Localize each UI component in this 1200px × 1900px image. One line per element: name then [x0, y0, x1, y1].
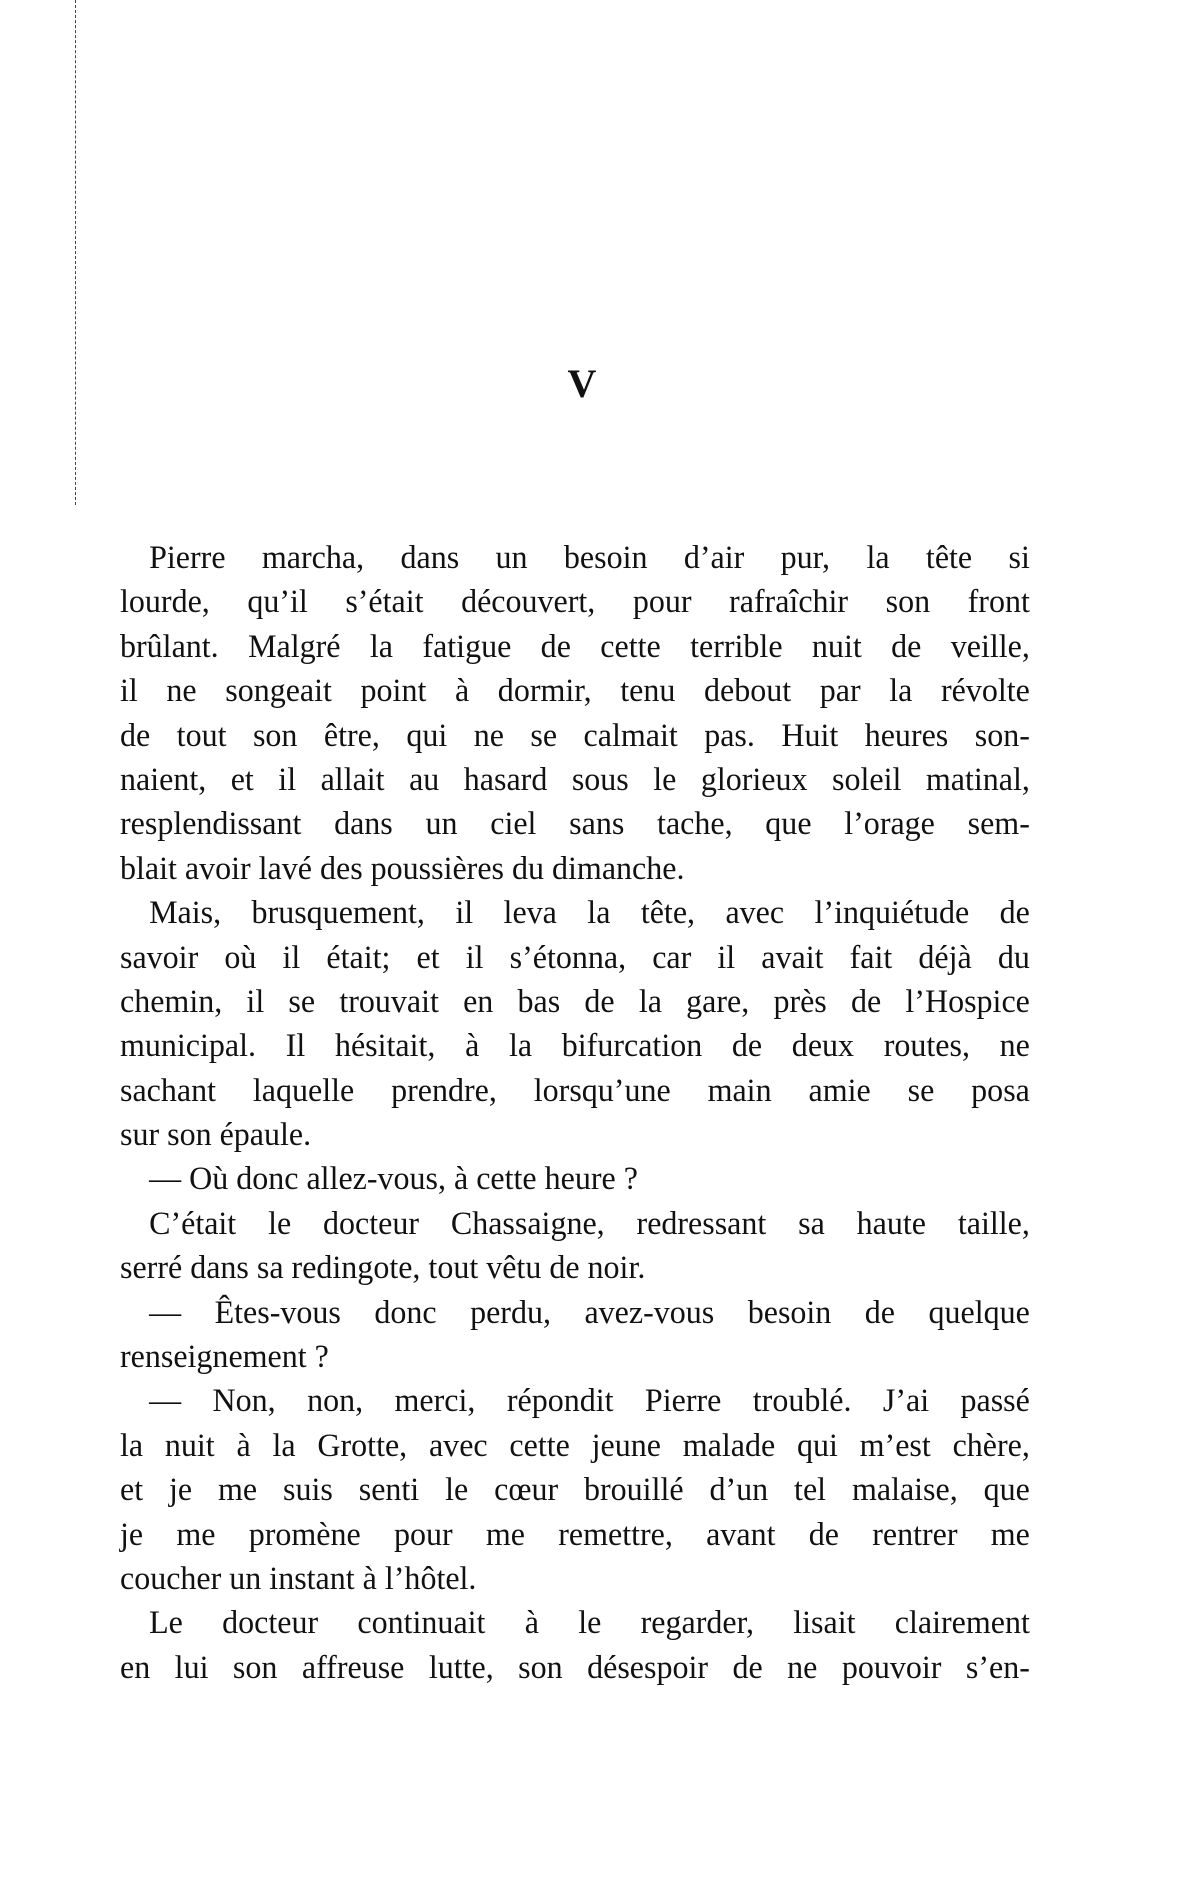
text-line: la nuit à la Grotte, avec cette jeune malade qui m’est chère,: [120, 1427, 1030, 1464]
text-line: municipal. Il hésitait, à la bifurcation de deux routes, ne: [120, 1028, 1030, 1065]
text-line: — Non, non, merci, répondit Pierre troublé. J’ai passé: [149, 1383, 1030, 1420]
text-line: de tout son être, qui ne se calmait pas. Huit heures son-: [120, 717, 1030, 754]
text-line: savoir où il était; et il s’étonna, car il avait fait déjà du: [120, 939, 1030, 976]
text-line: renseignement ?: [120, 1339, 329, 1376]
text-line: en lui son affreuse lutte, son désespoir de ne pouvoir s’en-: [120, 1649, 1030, 1686]
text-line: Pierre marcha, dans un besoin d’air pur, la tête si: [149, 540, 1030, 576]
text-line: Mais, brusquement, il leva la tête, avec l’inquiétude de: [149, 895, 1030, 932]
text-line: brûlant. Malgré la fatigue de cette terrible nuit de veille,: [120, 628, 1030, 665]
chapter-heading: V: [567, 361, 597, 406]
text-line: resplendissant dans un ciel sans tache, que l’orage sem-: [120, 806, 1030, 843]
text-line: Le docteur continuait à le regarder, lisait clairement: [149, 1605, 1030, 1642]
text-line: sur son épaule.: [120, 1117, 312, 1154]
body-text: [120, 536, 1058, 1690]
text-line: sachant laquelle prendre, lorsqu’une main amie se posa: [120, 1072, 1030, 1109]
text-line: et je me suis senti le cœur brouillé d’un tel malaise, que: [120, 1472, 1030, 1509]
text-line: — Êtes-vous donc perdu, avez-vous besoin de quelque: [149, 1294, 1030, 1331]
text-line: je me promène pour me remettre, avant de rentrer me: [120, 1516, 1030, 1553]
text-line: lourde, qu’il s’était découvert, pour rafraîchir son front: [120, 584, 1030, 621]
margin-rule: [75, 0, 76, 505]
text-line: — Où donc allez-vous, à cette heure ?: [149, 1161, 638, 1198]
text-line: il ne songeait point à dormir, tenu debout par la révolte: [120, 673, 1030, 710]
text-line: blait avoir lavé des poussières du dimanche.: [120, 850, 685, 887]
text-line: naient, et il allait au hasard sous le glorieux soleil matinal,: [120, 761, 1030, 798]
text-line: chemin, il se trouvait en bas de la gare, près de l’Hospice: [120, 983, 1030, 1020]
text-line: C’était le docteur Chassaigne, redressant sa haute taille,: [149, 1205, 1030, 1242]
text-line: coucher un instant à l’hôtel.: [120, 1560, 477, 1597]
text-line: serré dans sa redingote, tout vêtu de noir.: [120, 1250, 646, 1287]
